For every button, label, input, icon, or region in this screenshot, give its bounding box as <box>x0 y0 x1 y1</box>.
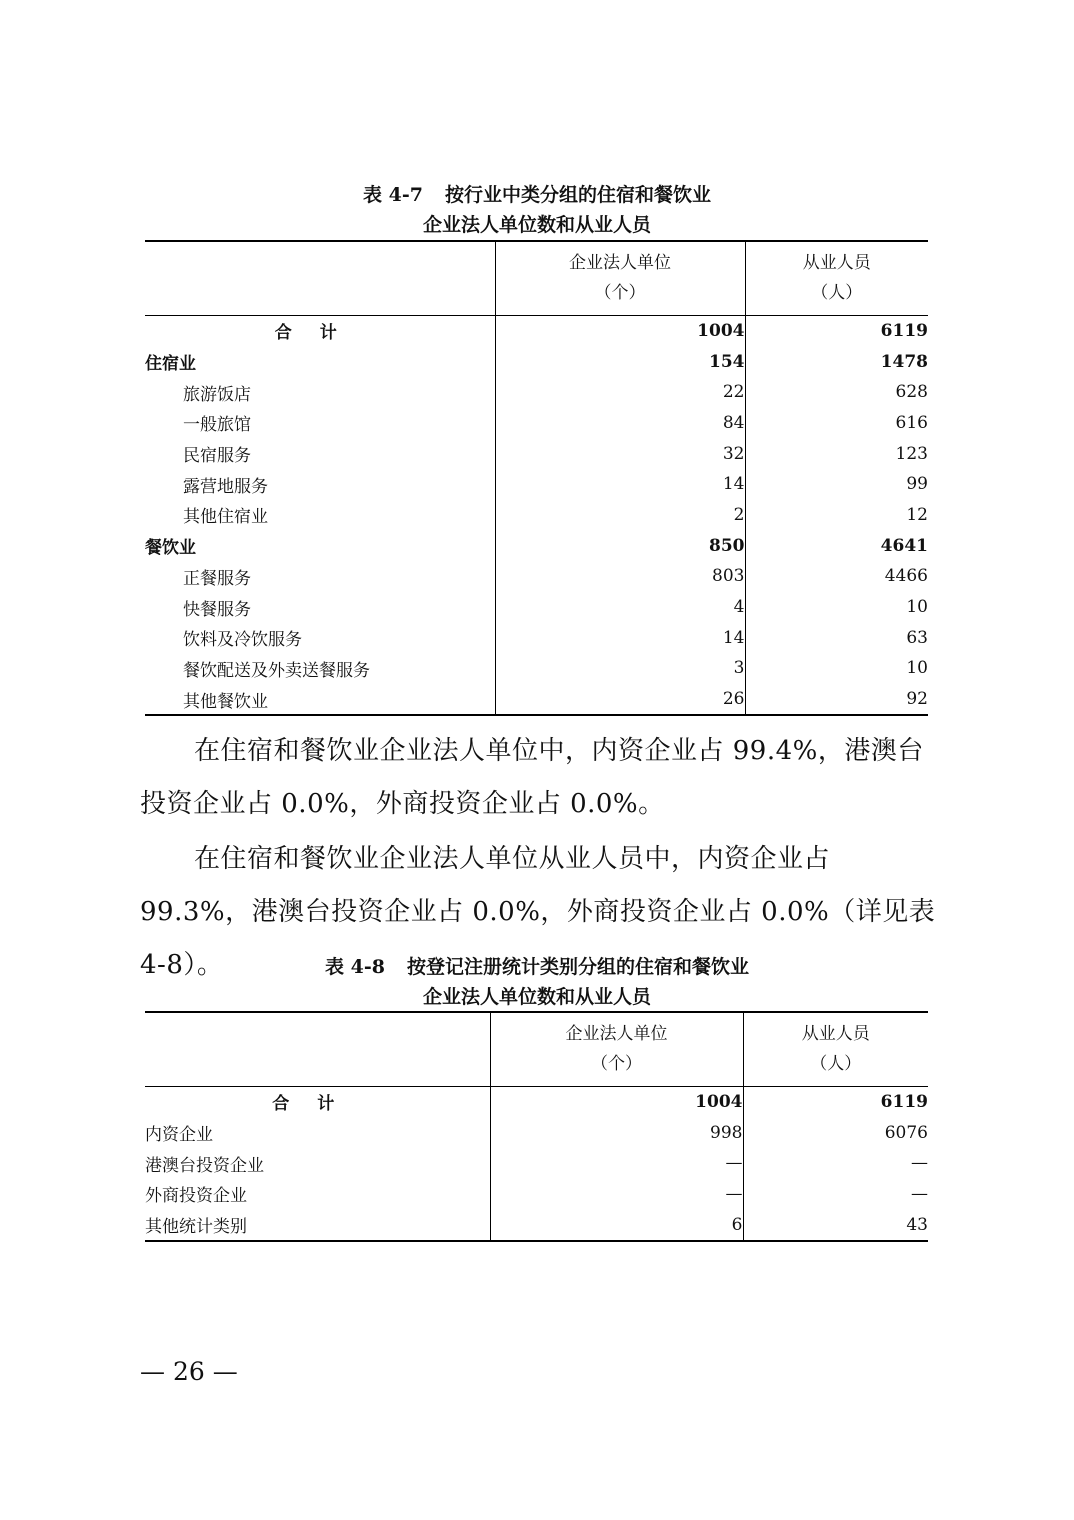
row-label: 旅游饭店 <box>145 377 495 408</box>
row-label: 民宿服务 <box>145 438 495 469</box>
table-row <box>145 592 928 623</box>
cell-employees: 1478 <box>880 351 928 372</box>
body-paragraph: 在住宿和餐饮业企业法人单位中，内资企业占 99.4%，港澳台投资企业占 0.0%，外商投资企业占 0.0%。 <box>140 736 924 819</box>
col-header-employees <box>745 241 928 315</box>
cell-employees: 4466 <box>884 566 928 587</box>
row-label: 饮料及冷饮服务 <box>145 622 495 653</box>
cell-employees: 628 <box>895 382 928 403</box>
col-header-employees-label: 从业人员 <box>801 1024 870 1045</box>
row-label: 港澳台投资企业 <box>145 1148 490 1179</box>
table-header-row <box>145 241 928 315</box>
col-header-employees-label: 从业人员 <box>802 253 871 274</box>
cell-units: 850 <box>495 530 745 561</box>
cell-employees: — <box>911 1183 928 1204</box>
cell-employees: 616 <box>895 412 928 433</box>
table-row <box>145 377 928 408</box>
cell-employees: 12 <box>906 504 928 525</box>
cell-employees: 6076 <box>884 1122 928 1143</box>
cell-units: 2 <box>495 500 745 531</box>
col-header-units-unit: （个） <box>591 1054 642 1075</box>
table-title: 按行业中类分组的住宿和餐饮业 <box>444 184 711 206</box>
cell-units: 154 <box>495 346 745 377</box>
row-label: 一般旅馆 <box>145 408 495 439</box>
cell-units: 32 <box>495 438 745 469</box>
table-title-line2: 企业法人单位数和从业人员 <box>422 986 651 1008</box>
cell-units: 998 <box>490 1117 743 1148</box>
table-4-8 <box>145 1011 928 1242</box>
cell-units: 14 <box>495 469 745 500</box>
table-row <box>145 1179 928 1210</box>
cell-units: 26 <box>495 684 745 716</box>
table-number: 表 4-8 <box>325 956 385 978</box>
cell-units: — <box>490 1179 743 1210</box>
row-label: 其他住宿业 <box>145 500 495 531</box>
table-row <box>145 1117 928 1148</box>
row-label: 餐饮业 <box>145 530 495 561</box>
table-4-7-caption <box>0 180 1074 240</box>
table-row <box>145 530 928 561</box>
row-label: 外商投资企业 <box>145 1179 490 1210</box>
cell-employees: 92 <box>906 689 928 710</box>
row-label: 住宿业 <box>145 346 495 377</box>
cell-employees: — <box>911 1153 928 1174</box>
col-header-units-label: 企业法人单位 <box>569 253 671 274</box>
col-header-employees <box>743 1012 928 1086</box>
table-4-8-caption <box>0 952 1074 1012</box>
table-row <box>145 438 928 469</box>
col-header-employees-unit: （人） <box>810 1054 862 1075</box>
col-header-units <box>490 1012 743 1086</box>
cell-employees: 4641 <box>880 535 928 556</box>
table-row <box>145 408 928 439</box>
cell-units: 1004 <box>490 1086 743 1117</box>
col-header-employees-unit: （人） <box>811 283 863 304</box>
row-label: 合计 <box>272 1094 363 1115</box>
row-label: 其他餐饮业 <box>145 684 495 716</box>
cell-employees: 10 <box>906 658 928 679</box>
cell-employees: 99 <box>906 474 928 495</box>
table-title-line2: 企业法人单位数和从业人员 <box>422 214 651 236</box>
row-label: 合计 <box>274 323 365 344</box>
cell-employees: 6119 <box>880 1091 928 1112</box>
page-number: — 26 — <box>140 1357 238 1386</box>
header-blank-cell <box>145 1012 490 1086</box>
cell-employees: 123 <box>895 443 928 464</box>
table-number: 表 4-7 <box>363 184 423 206</box>
cell-employees: 43 <box>906 1214 928 1235</box>
table-row <box>145 1148 928 1179</box>
row-label: 正餐服务 <box>145 561 495 592</box>
cell-employees: 6119 <box>880 320 928 341</box>
body-paragraph: 在住宿和餐饮业企业法人单位从业人员中，内资企业占 99.3%，港澳台投资企业占 0.0%，外商投资企业占 0.0%（详见表 4-8）。 <box>140 844 936 980</box>
cell-units: 6 <box>490 1209 743 1241</box>
row-label: 其他统计类别 <box>145 1209 490 1241</box>
table-row <box>145 469 928 500</box>
table-row <box>145 684 928 716</box>
row-label: 内资企业 <box>145 1117 490 1148</box>
cell-employees: 10 <box>906 597 928 618</box>
table-row <box>145 561 928 592</box>
cell-employees: 63 <box>906 627 928 648</box>
table-header-row <box>145 1012 928 1086</box>
table-row <box>145 653 928 684</box>
table-row <box>145 346 928 377</box>
cell-units: 4 <box>495 592 745 623</box>
table-row <box>145 622 928 653</box>
col-header-units-label: 企业法人单位 <box>565 1024 668 1045</box>
row-label: 快餐服务 <box>145 592 495 623</box>
row-label: 露营地服务 <box>145 469 495 500</box>
table-row <box>145 1209 928 1241</box>
table-row-total <box>145 315 928 346</box>
table-row-total <box>145 1086 928 1117</box>
cell-units: 22 <box>495 377 745 408</box>
cell-units: 3 <box>495 653 745 684</box>
cell-units: 14 <box>495 622 745 653</box>
cell-units: 1004 <box>495 315 745 346</box>
table-4-7 <box>145 240 928 716</box>
col-header-units <box>495 241 745 315</box>
cell-units: 84 <box>495 408 745 439</box>
table-title: 按登记注册统计类别分组的住宿和餐饮业 <box>406 956 749 978</box>
cell-units: 803 <box>495 561 745 592</box>
col-header-units-unit: （个） <box>594 283 646 304</box>
table-row <box>145 500 928 531</box>
row-label: 餐饮配送及外卖送餐服务 <box>145 653 495 684</box>
header-blank-cell <box>145 241 495 315</box>
cell-units: — <box>490 1148 743 1179</box>
